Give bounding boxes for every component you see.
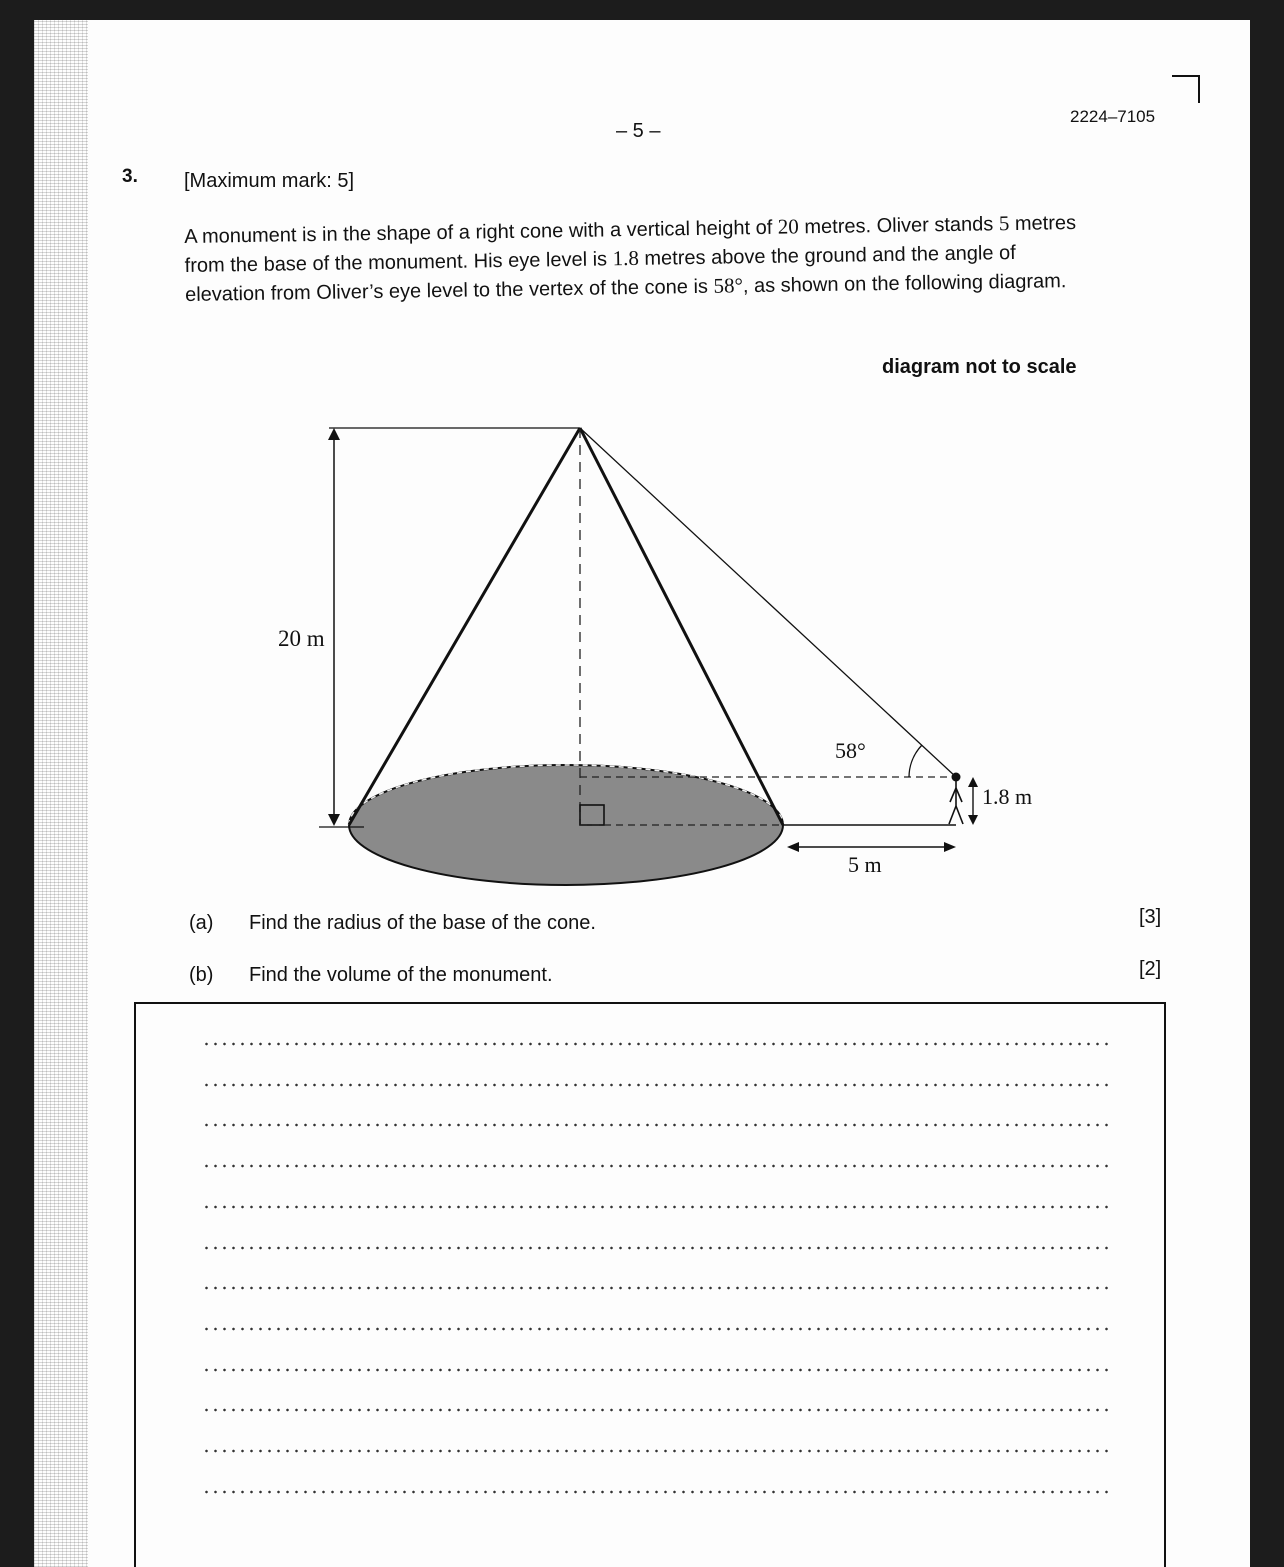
question-text [184,208,1085,309]
answer-line[interactable] [202,1042,1108,1046]
question-number: 3. [122,166,138,187]
height-arrow-head-bottom [328,814,340,826]
exam-page [34,20,1250,1567]
eye-height-label: 1.8 m [982,784,1033,809]
line-of-sight [580,428,956,777]
distance-arrow-head-left [787,842,799,852]
height-label: 20 m [278,626,325,651]
corner-crop-mark [1172,75,1200,103]
distance-value: 5 [998,211,1010,236]
scale-note: diagram not to scale [882,356,1077,378]
person-figure [949,773,963,825]
scan-margin-strip [34,20,88,1567]
height-arrow-head-top [328,428,340,440]
height-value: 20 [777,214,800,239]
answer-line[interactable] [202,1123,1108,1127]
question-text-segment: metres above the ground and the angle of elevation from Oliver’s eye level to the vertex of the cone is [184,241,1016,306]
part-a-mark: [3] [1139,906,1162,928]
question-text-segment: , as shown on the following diagram. [742,270,1067,298]
page-number: – 5 – [616,120,661,142]
angle-arc [909,745,922,777]
eye-height-arrow-head-bottom [968,815,978,825]
part-b-text: Find the volume of the monument. [249,964,553,986]
document-code: 2224–7105 [1070,107,1156,126]
part-b-mark: [2] [1139,958,1162,980]
answer-line[interactable] [202,1083,1108,1087]
answer-line[interactable] [202,1408,1108,1412]
question-text-segment: metres. Oliver stands [798,213,1000,239]
answer-line[interactable] [202,1286,1108,1290]
part-a-label: (a) [189,912,214,934]
answer-line[interactable] [202,1246,1108,1250]
angle-value: 58° [713,273,744,298]
maximum-mark: [Maximum mark: 5] [184,170,355,192]
eye-level-value: 1.8 [612,245,640,271]
part-a-text: Find the radius of the base of the cone. [249,912,596,934]
answer-line[interactable] [202,1368,1108,1372]
distance-arrow-head-right [944,842,956,852]
distance-label: 5 m [848,852,882,877]
question-text-segment: metres from the base of the monument. His eye level is [184,211,1077,277]
answer-line[interactable] [202,1449,1108,1453]
angle-label: 58° [835,738,866,763]
eye-height-arrow-head-top [968,777,978,787]
answer-line[interactable] [202,1490,1108,1494]
answer-line[interactable] [202,1205,1108,1209]
cone-diagram [234,410,1034,910]
part-b-label: (b) [189,964,214,986]
answer-box[interactable] [134,1002,1166,1567]
answer-line[interactable] [202,1164,1108,1168]
answer-line[interactable] [202,1327,1108,1331]
question-text-segment: A monument is in the shape of a right cone with a vertical height of [184,216,779,248]
